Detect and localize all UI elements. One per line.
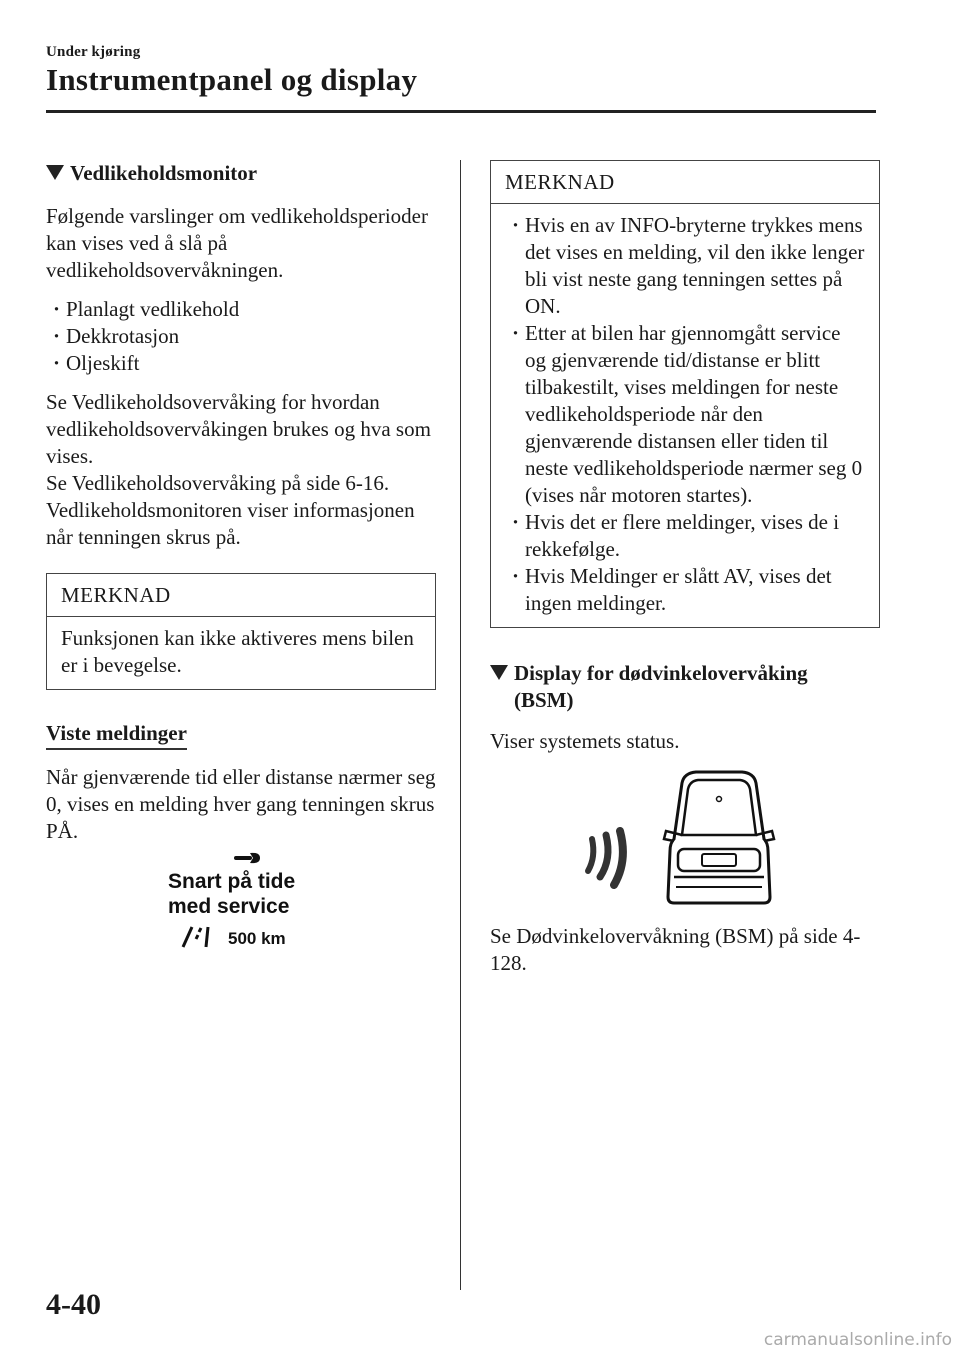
note-heading: MERKNAD: [491, 161, 879, 204]
blind-spot-warning-icon: [582, 827, 630, 893]
usage-paragraph: Se Vedlikeholdsovervåking for hvordan vedlikeholdsovervåkingen brukes og hva som vises.: [46, 390, 431, 468]
note-body: [47, 617, 435, 689]
wrench-icon: [234, 851, 262, 865]
note-heading: MERKNAD: [47, 574, 435, 617]
bsm-display-illustration: [490, 769, 880, 919]
left-column: [46, 160, 436, 965]
page-number: 4-40: [46, 1288, 101, 1321]
service-distance: 500 km: [228, 929, 286, 948]
displayed-messages-heading: Viste meldinger: [46, 720, 187, 750]
heading-text: [514, 660, 808, 714]
page-title: Instrumentpanel og display: [46, 62, 418, 97]
intro-paragraph: Følgende varslinger om vedlikeholdsperioder kan vises ved å slå på vedlikeholdsovervåkningen.: [46, 204, 428, 282]
bsm-heading: [490, 660, 880, 714]
list-item: · Dekkrotasjon: [46, 323, 436, 350]
bsm-reference-paragraph: Se Dødvinkelovervåkning (BSM) på side 4-128.: [490, 924, 861, 975]
list-item: · Etter at bilen har gjennomgått service og gjenværende tid/distanse er blitt tilbakestilt, vises meldingen for neste vedlikeholdsperiode når den gjenværende distansen eller tiden til neste vedlikeholdsperiode nærmer seg 0 (vises når motoren startes).: [505, 320, 865, 509]
right-column: [490, 160, 880, 977]
section-category: Under kjøring: [46, 44, 141, 60]
list-item: · Hvis det er flere meldinger, vises de i rekkefølge.: [505, 509, 865, 563]
messages-paragraph: Når gjenværende tid eller distanse nærmer seg 0, vises en melding hver gang tenningen skrus PÅ.: [46, 765, 436, 843]
triangle-marker-icon: [46, 165, 64, 180]
note-body: [491, 204, 879, 627]
heading-text: Vedlikeholdsmonitor: [70, 161, 258, 185]
distance-road-icon: [180, 925, 210, 949]
note-box: [46, 573, 436, 690]
service-message-line2: med service: [168, 895, 290, 918]
heading-line1: Display for dødvinkelovervåking: [514, 661, 808, 685]
list-item: · Hvis en av INFO-bryterne trykkes mens det vises en melding, vil den ikke lenger bli vist neste gang tenningen settes på ON.: [505, 212, 865, 320]
service-display-illustration: [46, 845, 436, 965]
notification-list: [46, 296, 436, 377]
heading-line2: (BSM): [514, 688, 574, 712]
list-item: · Oljeskift: [46, 350, 436, 377]
status-paragraph: Viser systemets status.: [490, 729, 680, 753]
note-list: [505, 212, 865, 617]
note-box: [490, 160, 880, 628]
service-message-line1: Snart på tide: [168, 870, 296, 893]
note-text: Funksjonen kan ikke aktiveres mens bilen er i bevegelse.: [61, 626, 414, 677]
header-rule: [46, 110, 876, 113]
maintenance-monitor-heading: [46, 160, 436, 187]
triangle-marker-icon: [490, 665, 508, 680]
list-item: · Planlagt vedlikehold: [46, 296, 436, 323]
list-item: · Hvis Meldinger er slått AV, vises det ingen meldinger.: [505, 563, 865, 617]
watermark: carmanualsonline.info: [763, 1330, 952, 1350]
monitor-info-paragraph: Vedlikeholdsmonitoren viser informasjonen når tenningen skrus på.: [46, 498, 415, 549]
column-divider: [460, 160, 461, 1290]
service-message: [168, 869, 295, 919]
car-rear-icon: [660, 769, 778, 907]
reference-paragraph: Se Vedlikeholdsovervåking på side 6-16.: [46, 471, 390, 495]
